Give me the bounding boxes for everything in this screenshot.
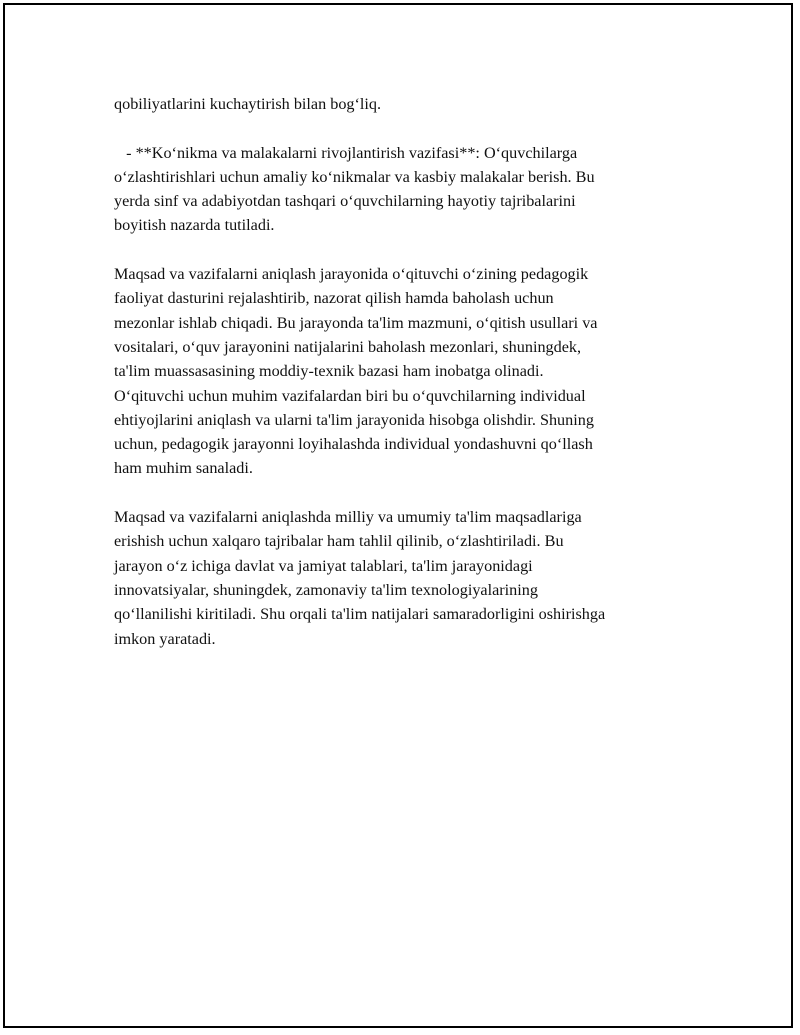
text-line: o‘zlashtirishlari uchun amaliy ko‘nikmalar va kasbiy malakalar berish. Bu — [114, 167, 595, 186]
text-line: mezonlar ishlab chiqadi. Bu jarayonda ta'lim mazmuni, o‘qitish usullari va — [114, 313, 598, 332]
text-line: - **Ko‘nikma va malakalarni rivojlantirish vazifasi**: O‘quvchilarga — [114, 143, 578, 162]
paragraph-spacer — [114, 238, 689, 262]
text-line: Maqsad va vazifalarni aniqlash jarayonida o‘qituvchi o‘zining pedagogik — [114, 265, 589, 284]
text-line: imkon yaratadi. — [114, 629, 216, 648]
text-line: ham muhim sanaladi. — [114, 459, 253, 478]
text-line: innovatsiyalar, shuningdek, zamonaviy ta'lim texnologiyalarining — [114, 580, 538, 599]
text-line: boyitish nazarda tutiladi. — [114, 216, 275, 235]
paragraph — [114, 141, 689, 238]
text-line: qobiliyatlarini kuchaytirish bilan bog‘liq. — [114, 95, 382, 113]
text-line: vositalari, o‘quv jarayonini natijalarini baholash mezonlari, shuningdek, — [114, 337, 582, 356]
paragraph — [114, 92, 689, 116]
text-line: erishish uchun xalqaro tajribalar ham tahlil qilinib, o‘zlashtiriladi. Bu — [114, 532, 564, 551]
text-line: Maqsad va vazifalarni aniqlashda milliy va umumiy ta'lim maqsadlariga — [114, 508, 582, 527]
text-line: faoliyat dasturini rejalashtirib, nazorat qilish hamda baholash uchun — [114, 289, 554, 308]
paragraph-spacer — [114, 116, 689, 140]
text-line: uchun, pedagogik jarayonni loyihalashda individual yondashuvni qo‘llash — [114, 435, 593, 454]
text-line: ehtiyojlarini aniqlash va ularni ta'lim jarayonida hisobga olishdir. Shuning — [114, 410, 594, 429]
paragraph — [114, 262, 689, 481]
text-line: ta'lim muassasasining moddiy-texnik bazasi ham inobatga olinadi. — [114, 362, 544, 381]
text-line: O‘qituvchi uchun muhim vazifalardan biri bu o‘quvchilarning individual — [114, 386, 586, 405]
text-line: yerda sinf va adabiyotdan tashqari o‘quvchilarning hayotiy tajribalarini — [114, 192, 576, 211]
document-body — [114, 92, 689, 651]
paragraph — [114, 505, 689, 651]
text-line: qo‘llanilishi kiritiladi. Shu orqali ta'lim natijalari samaradorligini oshirishga — [114, 605, 606, 624]
text-line: jarayon o‘z ichiga davlat va jamiyat talablari, ta'lim jarayonidagi — [114, 556, 533, 575]
paragraph-spacer — [114, 481, 689, 505]
